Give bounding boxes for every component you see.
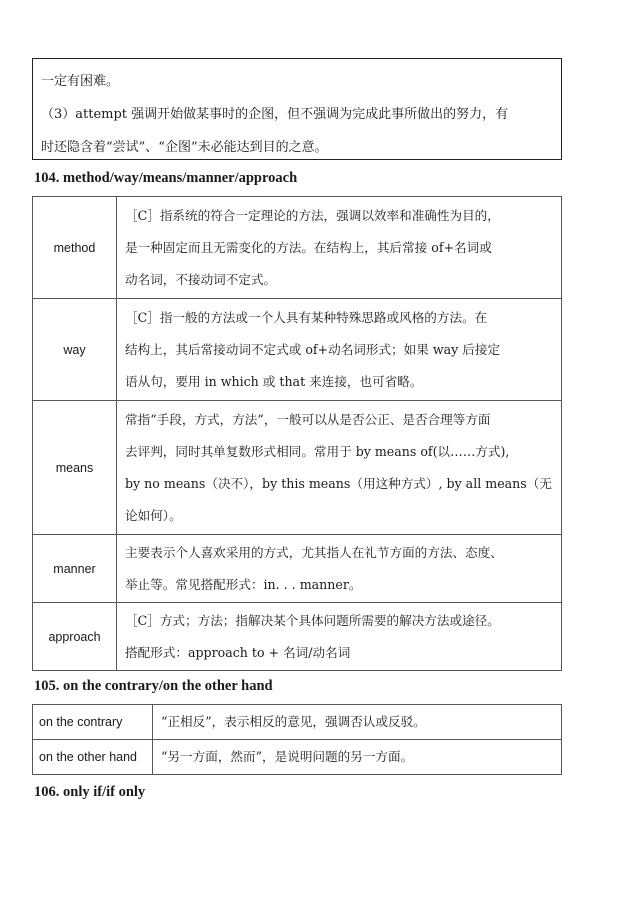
- term-cell: way: [33, 299, 117, 401]
- definition-cell: [117, 299, 562, 401]
- definition-line: ［C］指系统的符合一定理论的方法，强调以效率和准确性为目的，: [125, 207, 500, 223]
- definition-line: 动名词，不接动词不定式。: [125, 271, 277, 287]
- definition-line: 是一种固定而且无需变化的方法。在结构上，其后常接 of+名词或: [125, 239, 492, 255]
- definition-line: ［C］方式；方法；指解决某个具体问题所需要的解决方法或途径。: [125, 612, 500, 628]
- term-cell: means: [33, 401, 117, 535]
- section-104-table: [32, 196, 562, 671]
- table-row: [33, 401, 562, 535]
- section-104-heading: 104. method/way/means/manner/approach: [34, 170, 298, 186]
- definition-line: 结构上，其后常接动词不定式或 of+动名词形式；如果 way 后接定: [125, 341, 501, 357]
- table-row: [33, 535, 562, 603]
- definition-line: 举止等。常见搭配形式：in. . . manner。: [125, 576, 362, 592]
- definition-line: by no means（决不），by this means（用这种方式）, by all means（无: [125, 475, 552, 491]
- definition-cell: “另一方面，然而”，是说明问题的另一方面。: [153, 740, 562, 775]
- table-row: [33, 197, 562, 299]
- section-105-heading: 105. on the contrary/on the other hand: [34, 678, 273, 694]
- term-cell: on the other hand: [33, 740, 153, 775]
- definition-cell: [117, 401, 562, 535]
- term-cell: method: [33, 197, 117, 299]
- note-line: 一定有困难。: [41, 74, 120, 89]
- definition-line: ［C］指一般的方法或一个人具有某种特殊思路或风格的方法。在: [125, 309, 488, 325]
- definition-cell: [117, 535, 562, 603]
- definition-line: 去评判，同时其单复数形式相同。常用于 by means of(以……方式),: [125, 443, 510, 459]
- table-row: [33, 705, 562, 740]
- section-105-table: [32, 704, 562, 775]
- table-row: [33, 740, 562, 775]
- definition-cell: “正相反”，表示相反的意见，强调否认或反驳。: [153, 705, 562, 740]
- table-row: [33, 603, 562, 671]
- definition-line: 论如何）。: [125, 507, 182, 523]
- definition-line: 语从句，要用 in which 或 that 来连接，也可省略。: [125, 373, 423, 389]
- note-line: （3）attempt 强调开始做某事时的企图，但不强调为完成此事所做出的努力，有: [41, 107, 509, 122]
- definition-line: 主要表示个人喜欢采用的方式，尤其指人在礼节方面的方法、态度、: [125, 544, 503, 560]
- definition-line: 常指“手段，方式，方法”，一般可以从是否公正、是否合理等方面: [125, 411, 491, 427]
- term-cell: approach: [33, 603, 117, 671]
- note-line: 时还隐含着“尝试”、“企图”未必能达到目的之意。: [41, 140, 328, 155]
- definition-cell: [117, 603, 562, 671]
- definition-cell: [117, 197, 562, 299]
- term-cell: on the contrary: [33, 705, 153, 740]
- section-106-heading: 106. only if/if only: [34, 784, 146, 800]
- table-row: [33, 299, 562, 401]
- continued-note-box: [32, 58, 562, 160]
- definition-line: 搭配形式：approach to + 名词/动名词: [125, 644, 351, 660]
- term-cell: manner: [33, 535, 117, 603]
